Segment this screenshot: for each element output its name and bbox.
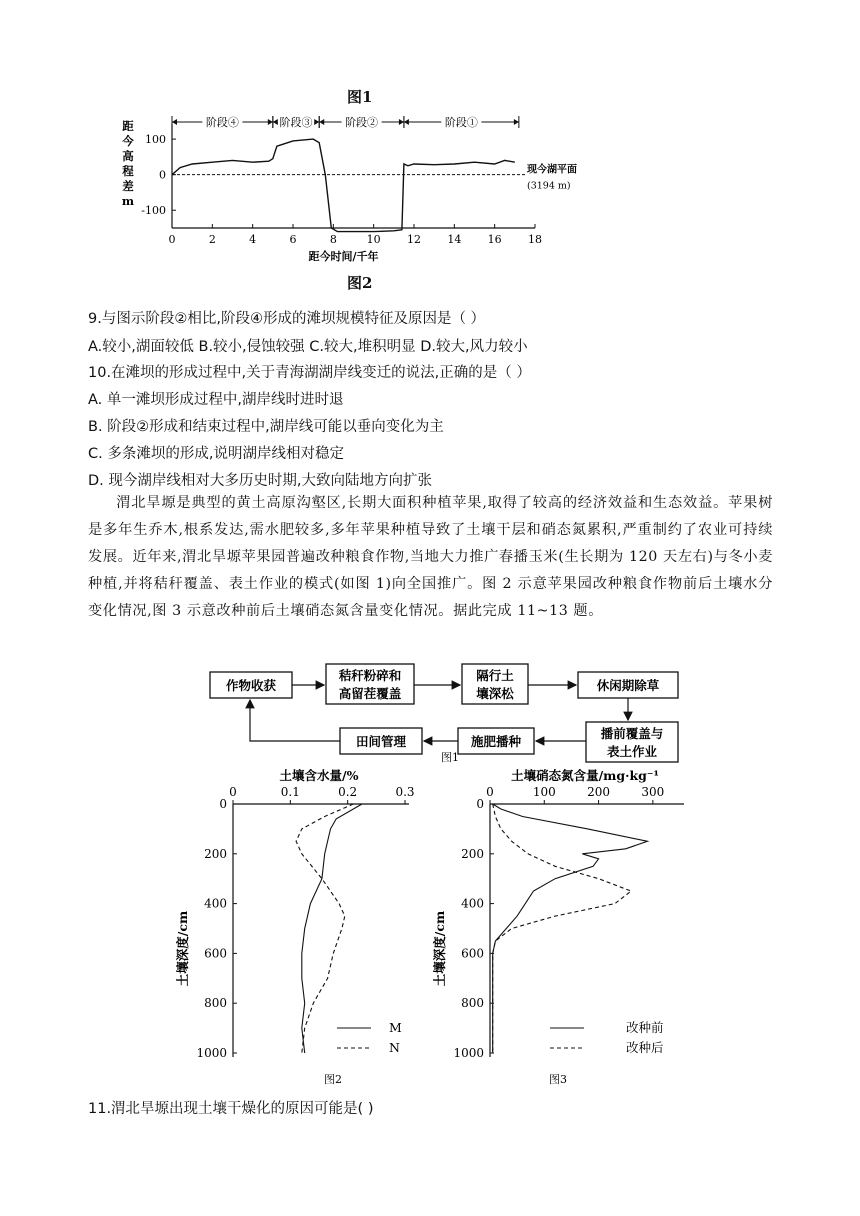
y-tick-label: 600 xyxy=(204,946,227,961)
y-axis-label-char: 高 xyxy=(122,149,134,163)
x-tick-label: 0 xyxy=(486,785,494,799)
stage-arrowhead xyxy=(399,119,404,125)
legend-label: 改种前 xyxy=(626,1020,664,1035)
x-tick-label: 14 xyxy=(447,233,462,246)
y-tick-label: 400 xyxy=(461,896,484,911)
current-lake-level-label: 现今湖平面 xyxy=(527,164,577,176)
flow-label-presow-1: 播前覆盖与 xyxy=(600,726,664,741)
x-tick-label: 12 xyxy=(407,233,421,246)
flow-label-straw-1: 秸秆粉碎和 xyxy=(338,668,402,683)
current-lake-level-value: (3194 m) xyxy=(527,180,571,192)
y-axis-label xyxy=(175,911,190,986)
stage-arrowhead xyxy=(514,119,519,125)
chart-caption: 图2 xyxy=(324,1073,342,1086)
question-10-option-b: B. 阶段②形成和结束过程中,湖岸线可能以垂向变化为主 xyxy=(88,419,444,435)
x-tick-label: 18 xyxy=(528,233,542,246)
legend-label: M xyxy=(389,1020,402,1035)
x-tick-label: 0 xyxy=(168,233,176,246)
question-10: 10.在滩坝的形成过程中,关于青海湖湖岸线变迁的说法,正确的是（ ） xyxy=(88,365,531,381)
y-axis-label-char: 今 xyxy=(122,134,134,148)
y-tick-label: 600 xyxy=(461,946,484,961)
series-line xyxy=(302,804,362,1053)
flow-label-sow: 施肥播种 xyxy=(470,734,522,749)
flow-label-management: 田间管理 xyxy=(355,734,407,749)
stage-label: 阶段① xyxy=(444,116,478,129)
y-axis-label xyxy=(432,911,447,986)
x-tick-label: 200 xyxy=(587,785,611,799)
stage-arrowhead xyxy=(314,119,319,125)
x-tick-label: 2 xyxy=(208,233,216,246)
series-line xyxy=(493,804,648,1053)
passage-text: 渭北旱塬是典型的黄土高原沟壑区,长期大面积种植苹果,取得了较高的经济效益和生态效益。苹果树是多年生乔木,根系发达,需水肥较多,多年苹果种植导致了土壤干层和硝态氮累积,严重制约了农业可持续发展。近年来,渭北旱塬苹果园普遍改种粮食作物,当地大力推广春播玉米(生长期为 120 天左右)与冬小麦种植,并将秸秆覆盖、表土作业的模式(如图 1)向全国推广。图 2 示意苹果园改种粮食作物前后土壤水分变化情况,图 3 示意改种前后土壤硝态氮含量变化情况。据此完成 11~13 题。 xyxy=(88,495,773,619)
y-tick-label: 800 xyxy=(204,996,227,1011)
x-tick-label: 0 xyxy=(229,785,237,799)
x-tick-label: 300 xyxy=(641,785,665,799)
x-tick-label: 0.1 xyxy=(280,785,300,799)
soil-nitrate-chart xyxy=(430,768,715,1090)
y-tick-label: 100 xyxy=(145,133,166,147)
y-tick-label: 1000 xyxy=(196,1046,227,1060)
figure-2-caption-top: 图2 xyxy=(347,274,373,292)
passage xyxy=(88,490,773,625)
x-tick-label: 10 xyxy=(366,233,381,246)
flow-caption: 图1 xyxy=(441,751,459,764)
soil-water-chart xyxy=(165,768,435,1090)
farming-flow-diagram xyxy=(200,660,720,770)
y-tick-label: 1000 xyxy=(453,1046,484,1060)
question-11: 11.渭北旱塬出现土壤干燥化的原因可能是( ) xyxy=(88,1101,374,1117)
series-line xyxy=(493,804,631,1053)
x-tick-label: 0.2 xyxy=(338,785,358,799)
x-tick-label: 4 xyxy=(249,233,257,246)
stage-label: 阶段② xyxy=(345,116,379,129)
y-axis-label-text: 土壤深度/cm xyxy=(175,910,190,987)
y-axis-label-char: 程 xyxy=(122,164,134,178)
figure-1-caption: 图1 xyxy=(347,88,373,106)
flow-label-harvest: 作物收获 xyxy=(225,678,277,693)
question-9: 9.与图示阶段②相比,阶段④形成的滩坝规模特征及原因是（ ） xyxy=(88,311,486,327)
y-axis-label-char: m xyxy=(121,194,135,208)
x-tick-label: 100 xyxy=(532,785,556,799)
chart-caption: 图3 xyxy=(549,1073,567,1086)
stage-label: 阶段④ xyxy=(205,116,239,129)
stage-arrowhead xyxy=(404,119,409,125)
question-10-option-c: C. 多条滩坝的形成,说明湖岸线相对稳定 xyxy=(88,446,344,462)
y-tick-label: 0 xyxy=(219,797,227,811)
stage-arrowhead xyxy=(268,119,273,125)
x-tick-label: 6 xyxy=(289,233,297,246)
chart-title: 土壤含水量/% xyxy=(279,768,359,783)
flow-label-loosen-2: 壤深松 xyxy=(476,686,514,701)
y-tick-label: -100 xyxy=(141,204,166,218)
y-tick-label: 200 xyxy=(204,846,227,861)
y-tick-label: 0 xyxy=(159,168,166,182)
legend-label: N xyxy=(389,1040,400,1055)
chart-title: 土壤硝态氮含量/mg·kg⁻¹ xyxy=(511,768,659,783)
y-axis-label-text: 土壤深度/cm xyxy=(432,910,447,987)
legend-label: 改种后 xyxy=(626,1040,664,1055)
y-axis-label-char: 距 xyxy=(122,119,134,133)
flow-label-presow-2: 表土作业 xyxy=(606,744,658,759)
lake-level-chart xyxy=(110,110,590,265)
y-axis-label-char: 差 xyxy=(122,179,134,193)
flow-label-straw-2: 高留茬覆盖 xyxy=(338,686,402,701)
y-tick-label: 0 xyxy=(476,797,484,811)
x-tick-label: 8 xyxy=(329,233,337,246)
question-9-options: A.较小,湖面较低 B.较小,侵蚀较强 C.较大,堆积明显 D.较大,风力较小 xyxy=(88,339,528,355)
question-10-option-d: D. 现今湖岸线相对大多历史时期,大致向陆地方向扩张 xyxy=(88,473,432,489)
x-axis-label: 距今时间/千年 xyxy=(308,250,379,263)
question-10-option-a: A. 单一滩坝形成过程中,湖岸线时进时退 xyxy=(88,392,344,408)
lake-level-line xyxy=(172,139,515,232)
x-tick-label: 16 xyxy=(487,233,502,246)
stage-arrowhead xyxy=(319,119,324,125)
flow-label-weeding: 休闲期除草 xyxy=(596,678,660,693)
y-axis-label xyxy=(121,119,134,208)
stage-arrowhead xyxy=(172,119,177,125)
y-tick-label: 200 xyxy=(461,846,484,861)
stage-label: 阶段③ xyxy=(279,116,313,129)
y-tick-label: 400 xyxy=(204,896,227,911)
y-tick-label: 800 xyxy=(461,996,484,1011)
stage-arrowhead xyxy=(273,119,278,125)
x-tick-label: 0.3 xyxy=(395,785,415,799)
flow-label-loosen-1: 隔行土 xyxy=(476,668,514,683)
